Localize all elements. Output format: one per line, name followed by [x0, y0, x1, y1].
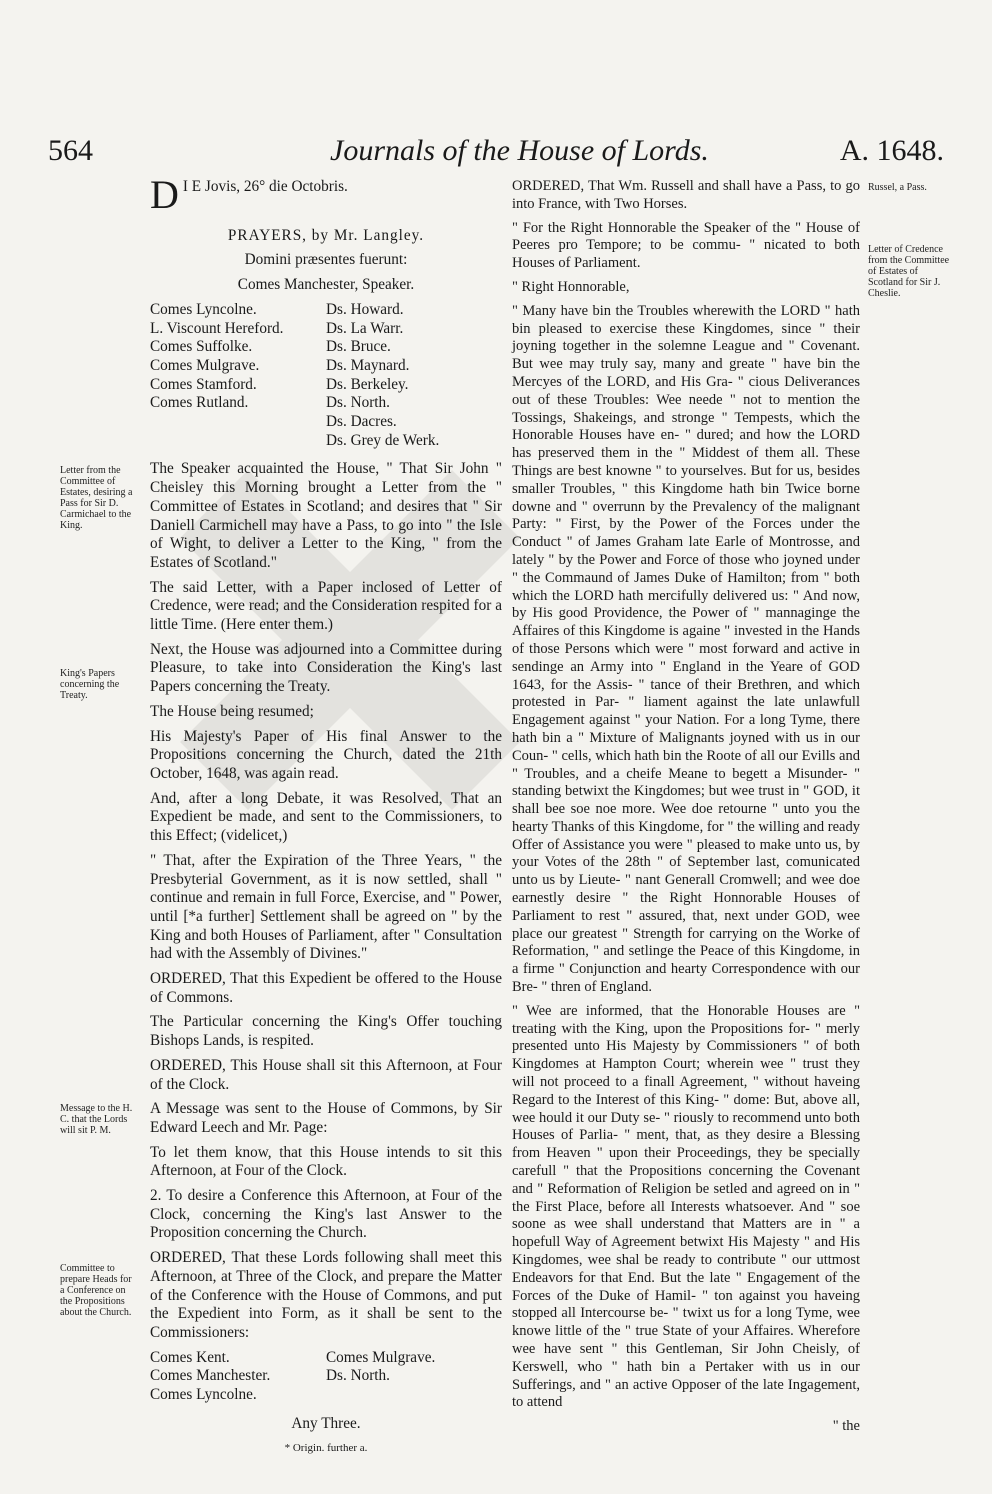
prayers-line: PRAYERS, by Mr. Langley. — [227, 226, 425, 244]
speaker-line: Comes Manchester, Speaker. — [237, 276, 415, 294]
paragraph: ORDERED, That this Expedient be offered to the House of Commons. — [150, 970, 502, 1006]
lord-name: Comes Lyncolne. — [150, 300, 257, 318]
paragraph: The Speaker acquainted the House, " That Sir John " Cheisley this Morning brought a Letter from the " Committee of Estates in Scotland; and desires that " Sir Daniell Carmichell may have a Pass, to go into " the Isle of Wight, to deliver a Letter to the King, " from the Estates of Scotland." — [150, 460, 502, 571]
letter-salutation: " Right Honnorable, — [512, 278, 630, 295]
lord-name: Ds. La Warr. — [326, 319, 404, 337]
footnote: * Origin. further a. — [284, 1442, 368, 1455]
quorum-line: Any Three. — [291, 1414, 361, 1432]
margin-note: Committee to prepare Heads for a Conference on the Propositions about the Church. — [60, 1263, 132, 1318]
lord-name: Ds. North. — [326, 394, 390, 412]
paragraph: ORDERED, That Wm. Russell and shall have a Pass, to go into France, with Two Horses. — [512, 178, 860, 212]
paragraph: 2. To desire a Conference this Afternoon, at Four of the Clock, concerning the King's last Answer to the Proposition concerning the Church. — [150, 1187, 502, 1242]
margin-note: Message to the H. C. that the Lords will sit P. M. — [60, 1103, 133, 1136]
committee-member: Comes Manchester. — [150, 1367, 271, 1385]
paragraph: The Particular concerning the King's Offer touching Bishops Lands, is respited. — [150, 1013, 502, 1050]
lord-name: Ds. Berkeley. — [326, 375, 409, 393]
committee-list — [150, 1349, 502, 1405]
drop-cap: D — [150, 172, 179, 217]
paragraph: ORDERED, This House shall sit this Afternoon, at Four of the Clock. — [150, 1056, 502, 1093]
lords-present-list — [150, 301, 502, 451]
margin-note: King's Papers concerning the Treaty. — [60, 668, 120, 701]
catchword: " the — [832, 1418, 860, 1435]
lord-name: Ds. Howard. — [326, 300, 404, 318]
committee-member: Comes Mulgrave. — [326, 1348, 436, 1366]
paragraph: His Majesty's Paper of His final Answer to the Propositions concerning the Church, dated the 21th October, 1648, was again read. — [150, 727, 502, 782]
left-column — [150, 172, 502, 1464]
paragraph: The said Letter, with a Paper inclosed of Letter of Credence, were read; and the Consideration respited for a little Time. (Here enter them.) — [150, 578, 502, 634]
right-column — [512, 178, 860, 1442]
lord-name: Ds. Dacres. — [326, 413, 397, 431]
paragraph: ORDERED, That these Lords following shall meet this Afternoon, at Three of the Clock, and prepare the Matter of the Conference with the House of Commons, and put the Expedient into Form, as it shall be sent to the Commissioners: — [150, 1249, 502, 1341]
lord-name: Comes Mulgrave. — [150, 356, 260, 374]
running-header — [0, 134, 992, 174]
letter-address: " For the Right Honnorable the Speaker of the " House of Peeres pro Tempore; to be commu- " nicated to both Houses of Parliament. — [512, 219, 860, 272]
committee-member: Comes Lyncolne. — [150, 1386, 257, 1404]
date-line: D I E Jovis, 26° die Octobris. — [150, 172, 348, 217]
lord-name: Comes Suffolke. — [150, 338, 253, 356]
margin-note: Russel, a Pass. — [868, 182, 927, 193]
lord-name: Ds. Grey de Werk. — [326, 431, 440, 449]
lord-name: Ds. Maynard. — [326, 356, 410, 374]
paragraph: " That, after the Expiration of the Three Years, " the Presbyterial Government, as it is now settled, shall " continue and remain in full Force, Exercise, and " Power, until [*a further] Settlement shall be agreed on " by the King and both Houses of Parliament, after " Consultation had with the Assembly of Divines." — [150, 851, 502, 963]
paragraph: And, after a long Debate, it was Resolved, That an Expedient be made, and sent to the Commissioners, to this Effect; (videlicet,) — [150, 789, 502, 845]
journal-year: A. 1648. — [839, 134, 944, 167]
lord-name: L. Viscount Hereford. — [150, 319, 284, 337]
lord-name: Comes Stamford. — [150, 375, 257, 393]
paragraph: The House being resumed; — [150, 702, 314, 720]
letter-body: " Many have bin the Troubles wherewith the LORD " hath bin pleased to exercise these Kingdomes, since " their joyning together in the solemne League and " Covenant. But wee may truly say, many and greate " have bin the Mercyes of the LORD, and His Gra- " cious Deliverances out of these Troubles: Wee neede " not to mention the Tossings, Shakeings, and stronge " Tempests, which the Honorable Houses have en- " dured; and how the LORD has preserved them in the " Middest of them all. These Things are best knowne " to yourselves. But for us, besides smaller Troubles, " this Kingdome hath bin Twice borne downe and " overrunn by the Prevalency of the malignant Party: " First, by the Power of the Forces under the Conduct " of James Graham late Earle of Montrosse, and lately " by the Power and Force of those who joyned under " the Commaund of James Duke of Hamilton; from " both which the LORD hath mercifully delivered us: " And now, by His good Providence, the Power of " mannaginge the Affaires of this Kingdome is againe " invested in the Hands of those Persons which were " most forward and active in sendinge an Army into " England in the Yeare of GOD 1643, for the Assis- " tance of their Brethren, and which protested in Par- " liament against the late unlawfull Engagement against " your Nation. For a long Tyme, there hath bin a " Mixture of Malignants joyned with us in our Coun- " cells, which hath bin the Roote of all our Evills and " Troubles, and a cheife Meane to begett a Misunder- " standing betwixt the Kingdomes; but wee trust in " GOD, it shall bee soe noe more. Wee doe retourne " unto you the hearty Thanks of this Kingdome, for " the willing and ready Offer of Assistance you were " pleased to make unto us, by your Votes of the 28th " of September last, comunicated unto us by Lieute- " nant Generall Cromwell; and wee doe earnestly desire " the Right Honnorable Houses of Parliament to rest " assured, that, next under GOD, wee place our greatest " Strength for carrying on the Worke of Reformation, " and setlinge the Peace of this Kingdome, in a firme " Conjunction and hearty Correspondence with our Bre- " thren of England. — [512, 302, 860, 996]
margin-note: Letter from the Committee of Estates, desiring a Pass for Sir D. Carmichael to the King. — [60, 465, 133, 531]
paragraph: A Message was sent to the House of Commons, by Sir Edward Leech and Mr. Page: — [150, 1100, 502, 1136]
letter-body: " Wee are informed, that the Honorable Houses are " treating with the King, upon the Propositions for- " merly presented unto His Majesty by Commissioners " of both Kingdomes at Hampton Court; wherein wee " trust they will not proceed to a finall Agreement, " without haveing Regard to the Interest of this King- " dome: But, above all, wee hould it our Duty se- " riously to recommend unto both Houses of Parlia- " ment, that, as they desire a Blessing from Heaven " upon their Proceedings, they be specially carefull " that the Propositions concerning the Covenant and " Reformation of Religion be setled and agreed on in " the First Place, before all Interests whatsoever. And " soe soone as wee shall understand that Matters are in " a hopefull Way of Agreement betwixt His Majesty " and His Kingdomes, wee shal be ready to contribute " our uttmost Endeavors for that End. But the late " Engagement of the Forces of the Duke of Hamil- " ton against you haveing stopped all Intercourse be- " twixt us for a long Tyme, wee knowe little of the " true State of your Affaires. Wherefore wee have sent " this Gentleman, Sir John Cheisly, of Kerswell, who " hath bin a Pertaker with us in our Sufferings, and " an active Opposer of the late Ingagement, to attend — [512, 1002, 860, 1411]
committee-member: Ds. North. — [326, 1367, 390, 1385]
committee-member: Comes Kent. — [150, 1348, 230, 1366]
lord-name: Ds. Bruce. — [326, 338, 391, 356]
margin-note: Letter of Credence from the Committee of Estates of Scotland for Sir J. Cheslie. — [868, 244, 950, 299]
present-line: Domini præsentes fuerunt: — [244, 251, 408, 269]
lord-name: Comes Rutland. — [150, 394, 249, 412]
journal-title: Journals of the House of Lords. — [330, 134, 709, 167]
paragraph: To let them know, that this House intends to sit this Afternoon, at Four of the Clock. — [150, 1143, 502, 1180]
paragraph: Next, the House was adjourned into a Committee during Pleasure, to take into Consideration the King's last Papers concerning the Treaty. — [150, 640, 502, 696]
page-number: 564 — [48, 134, 93, 167]
